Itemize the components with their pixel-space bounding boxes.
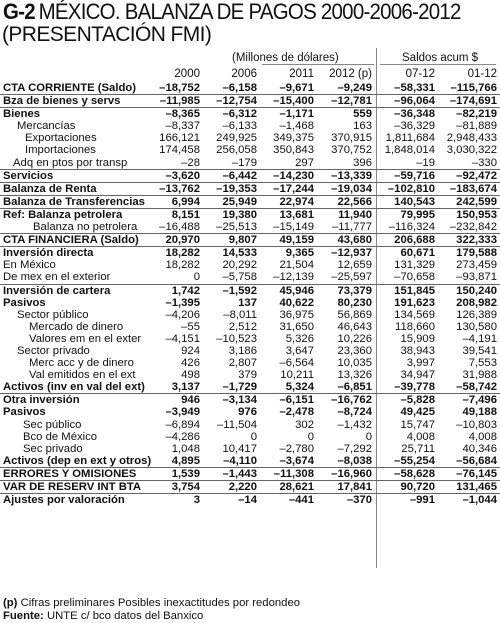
cell-value: 14,533 [222,247,257,260]
header-rule-saldos [380,64,496,65]
table-row [0,132,500,144]
cell-value: 7,553 [468,357,497,370]
cell-value: 426 [181,357,200,370]
cell-value: –7,292 [337,442,372,455]
cell-value: –12,139 [273,271,314,284]
cell-value: –39,778 [394,381,435,394]
cell-value: –14 [238,494,257,507]
cell-value: 0 [250,430,257,443]
cell-value: 10,035 [337,357,372,370]
table-row [0,271,500,283]
cell-value: –4,206 [165,308,200,321]
cell-value: 15,747 [400,418,435,431]
cell-value: –2,478 [279,406,314,419]
cell-value: 3,647 [285,344,314,357]
cell-value: 20,970 [165,234,200,247]
cell-value: 49,159 [279,234,314,247]
row-label: CTA FINANCIERA (Saldo) [3,234,139,247]
table-row [0,369,500,381]
cell-value: 9,807 [228,234,257,247]
row-label: Mercancías [17,120,76,133]
cell-value: 349,375 [273,132,314,145]
table-row [0,169,500,182]
table-row [0,393,500,406]
cell-value: –58,742 [456,381,497,394]
cell-value: 2,807 [228,357,257,370]
cell-value: 140,543 [394,195,435,208]
cell-value: 40,346 [462,442,497,455]
cell-value: –11,308 [273,467,314,480]
cell-value: 256,058 [216,144,257,157]
cell-value: 379 [238,369,257,382]
row-label: Inversión de cartera [3,284,111,297]
row-label: Mercado de dinero [29,320,124,333]
cell-value: 559 [353,108,372,121]
table-row [0,107,500,120]
table-row [0,455,500,467]
cell-value: –13,339 [331,169,372,182]
table-row [0,284,500,297]
table-row [0,309,500,321]
row-label: Sector privado [17,344,90,357]
cell-value: –3,620 [165,169,200,182]
cell-value: –93,871 [456,271,497,284]
cell-value: 34,947 [400,369,435,382]
cell-value: –36,329 [394,120,435,133]
cell-value: 18,282 [165,259,200,272]
cell-value: –6,133 [222,120,257,133]
row-label: Inversión directa [3,247,94,260]
table-row [0,357,500,369]
cell-value: 2,948,433 [446,132,497,145]
cell-value: –4,191 [462,332,497,345]
cell-value: –441 [288,494,314,507]
cell-value: –16,488 [159,221,200,234]
cell-value: –116,324 [388,221,435,234]
cell-value: 118,660 [395,320,435,333]
cell-value: –14,230 [273,169,314,182]
cell-value: –81,889 [456,120,497,133]
cell-value: 150,953 [456,208,497,221]
row-label: Ref: Balanza petrolera [3,208,123,221]
cell-value: 79,995 [400,208,435,221]
row-label: Sector público [17,308,89,321]
cell-value: –4,110 [223,454,257,467]
cell-value: 0 [193,271,200,284]
cell-value: 2,512 [228,320,257,333]
cell-value: –96,064 [394,95,435,108]
title-text: MÉXICO. BALANZA DE PAGOS 2000-2006-2012 [38,0,461,24]
row-label: Balanza de Renta [3,182,97,195]
cell-value: 13,326 [337,369,372,382]
row-label: Bco de México [23,430,98,443]
table-row [0,480,500,493]
cell-value: –6,442 [222,169,257,182]
cell-value: 208,982 [456,296,497,309]
cell-value: –18,752 [159,82,200,94]
row-label: Val emitidos en el ext [29,369,136,382]
cell-value: –56,684 [456,454,497,467]
cell-value: –370 [346,494,372,507]
cell-value: –1,443 [222,467,257,480]
cell-value: 17,841 [337,481,372,493]
cell-value: 21,504 [279,259,314,272]
cell-value: –6,312 [222,108,257,121]
row-label: VAR DE RESERV INT BTA [3,481,142,493]
table-row [0,345,500,357]
cell-value: 130,580 [456,320,497,333]
year-header: 07-12 [405,68,435,80]
cell-value: 23,360 [337,344,372,357]
cell-value: –3,674 [279,454,314,467]
cell-value: 73,379 [337,284,372,297]
cell-value: 4,895 [171,454,200,467]
cell-value: –8,337 [165,120,200,133]
cell-value: –1,468 [279,120,314,133]
footnote [3,597,300,609]
cell-value: 273,459 [456,259,497,272]
cell-value: 10,417 [222,442,257,455]
cell-value: 350,843 [273,144,314,157]
cell-value: 126,389 [456,308,497,321]
cell-value: 25,711 [401,442,435,455]
table-row [0,157,500,169]
cell-value: –11,777 [332,221,372,234]
cell-value: –10,803 [456,418,497,431]
table-row [0,493,500,506]
cell-value: 370,915 [331,132,372,145]
row-label: Balanza no petrolera [33,221,138,234]
cell-value: 137 [238,296,257,309]
cell-value: –19,353 [216,182,257,195]
cell-value: 10,226 [337,332,372,345]
table-row [0,120,500,132]
cell-value: 56,869 [337,308,372,321]
cell-value: 297 [295,156,314,169]
cell-value: –9,249 [337,82,372,94]
cell-value: 1,811,684 [385,132,435,145]
cell-value: –12,937 [331,247,372,260]
source-text: UNTE c/ bco datos del Banxico [46,610,204,622]
cell-value: 3 [193,494,200,507]
table-row [0,333,500,345]
row-label: Bza de bienes y servs [3,95,121,108]
cell-value: 49,188 [462,406,497,419]
cell-value: –102,810 [387,182,435,195]
cell-value: 191,623 [394,296,435,309]
cell-value: 0 [365,430,372,443]
cell-value: 8,151 [171,208,200,221]
cell-value: 5,324 [285,381,314,394]
cell-value: –3,134 [222,394,257,407]
cell-value: 163 [353,120,372,133]
cell-value: 498 [181,369,200,382]
cell-value: –11,985 [159,95,200,108]
cell-value: –12,781 [331,95,372,108]
row-label: Balanza de Transferencias [3,195,145,208]
header-rule-millones [262,64,374,65]
cell-value: 10,211 [280,369,314,382]
cell-value: 31,988 [462,369,497,382]
cell-value: 174,458 [159,144,200,157]
cell-value: –183,674 [449,182,497,195]
table-row [0,233,500,246]
cell-value: 3,030,322 [446,144,497,157]
cell-value: –76,145 [456,467,497,480]
footnote-text: Cifras preliminares Posibles inexactitudes por redondeo [20,597,301,609]
row-label: Sec público [23,418,82,431]
cell-value: 242,599 [456,195,497,208]
cell-value: –19,034 [331,182,372,195]
year-header: 2011 [289,68,314,80]
table-row [0,443,500,455]
cell-value: 924 [181,344,200,357]
cell-value: 22,974 [279,195,314,208]
cell-value: 370,752 [331,144,372,157]
cell-value: 1,539 [171,467,200,480]
cell-value: –25,513 [216,221,257,234]
cell-value: 131,465 [456,481,497,493]
cell-value: –16,762 [331,394,372,407]
cell-value: 206,688 [394,234,435,247]
cell-value: 396 [353,156,372,169]
row-label: Sec privado [23,442,83,455]
cell-value: 1,742 [171,284,200,297]
cell-value: 43,680 [337,234,372,247]
page-subtitle: (PRESENTACIÓN FMI) [2,23,212,46]
cell-value: –115,766 [450,82,497,94]
cell-value: –59,716 [394,169,435,182]
row-label: Activos (inv en val del ext) [3,381,145,394]
cell-value: –9,671 [279,82,314,94]
cell-value: 12,659 [337,259,372,272]
cell-value: –991 [409,494,435,507]
cell-value: –5,758 [222,271,257,284]
cell-value: 134,569 [394,308,435,321]
cell-value: –17,244 [273,182,314,195]
cell-value: 6,994 [171,195,200,208]
row-label: Importaciones [25,144,96,157]
row-label: De mex en el exterior [3,271,111,284]
table-row [0,419,500,431]
cell-value: –1,729 [222,381,257,394]
cell-value: –6,894 [165,418,200,431]
cell-value: 15,909 [400,332,435,345]
row-label: En México [3,259,56,272]
cell-value: –179 [231,156,257,169]
cell-value: –19 [416,156,435,169]
cell-value: –8,038 [337,454,372,467]
table-row [0,297,500,309]
cell-value: 1,848,014 [384,144,435,157]
cell-value: 4,008 [406,430,435,443]
row-label: ERRORES Y OMISIONES [3,467,137,480]
row-label: Activos (dep en ext y otros) [3,454,152,467]
cell-value: –16,960 [331,467,372,480]
cell-value: –55,254 [394,454,435,467]
cell-value: –82,219 [456,108,497,121]
cell-value: –11,504 [217,418,257,431]
cell-value: 976 [238,406,257,419]
cell-value: 90,720 [400,481,435,493]
cell-value: –70,658 [394,271,435,284]
cell-value: 28,621 [279,481,314,493]
cell-value: –28 [181,156,200,169]
cell-value: 0 [307,430,314,443]
table-row [0,208,500,221]
cell-value: –92,472 [456,169,497,182]
table-row [0,321,500,333]
cell-value: –6,151 [279,394,314,407]
cell-value: –8,011 [223,308,257,321]
cell-value: 45,946 [279,284,314,297]
table-row [0,431,500,443]
cell-value: 322,333 [456,234,497,247]
table-row [0,467,500,480]
cell-value: –8,365 [165,108,200,121]
header-millones: (Millones de dólares) [232,52,339,64]
table-row [0,246,500,259]
cell-value: 49,425 [400,406,435,419]
year-header: 2012 (p) [329,68,372,80]
cell-value: –25,597 [331,271,372,284]
cell-value: –5,828 [400,394,435,407]
source-label: Fuente: [3,610,44,622]
cell-value: 38,943 [400,344,435,357]
cell-value: 151,845 [394,284,435,297]
cell-value: –3,949 [165,406,200,419]
cell-value: –55 [181,320,200,333]
cell-value: 3,137 [171,381,200,394]
row-label: Pasivos [3,296,46,309]
cell-value: 80,230 [337,296,372,309]
cell-value: –1,171 [279,108,314,121]
table-row [0,144,500,156]
cell-value: 20,292 [222,259,257,272]
year-header: 2000 [174,68,200,80]
cell-value: 11,940 [338,208,372,221]
table-row [0,221,500,233]
year-header: 2006 [231,68,257,80]
cell-value: 18,282 [165,247,200,260]
cell-value: 13,681 [279,208,314,221]
cell-value: 131,329 [394,259,435,272]
cell-value: –12,754 [216,95,257,108]
cell-value: –1,395 [165,296,200,309]
cell-value: 179,588 [456,247,497,260]
cell-value: –13,762 [159,182,200,195]
cell-value: –58,331 [394,82,435,94]
cell-value: –7,496 [462,394,497,407]
cell-value: –4,151 [165,332,200,345]
row-label: Otra inversión [3,394,80,407]
table-row [0,195,500,208]
cell-value: –15,400 [273,95,314,108]
page-title [3,1,462,23]
row-label: Ajustes por valoración [3,494,125,507]
row-label: Servicios [3,169,54,182]
cell-value: 3,754 [171,481,200,493]
cell-value: 39,541 [462,344,497,357]
cell-value: 5,326 [285,332,314,345]
cell-value: –174,691 [449,95,497,108]
cell-value: 150,240 [456,284,497,297]
row-label: Pasivos [3,406,46,419]
cell-value: 2,220 [228,481,257,493]
footnote-mark: (p) [3,597,18,609]
cell-value: 31,650 [279,320,314,333]
cell-value: –1,432 [337,418,372,431]
cell-value: 46,643 [337,320,372,333]
cell-value: 25,949 [222,195,257,208]
cell-value: 19,380 [222,208,257,221]
cell-value: 946 [181,394,200,407]
cell-value: –36,348 [394,108,435,121]
row-label: Valores em en el exter [29,332,142,345]
cell-value: –6,564 [279,357,314,370]
row-label: Bienes [3,108,41,121]
cell-value: –6,851 [337,381,372,394]
cell-value: –10,523 [216,332,257,345]
cell-value: –8,724 [337,406,372,419]
table-row [0,381,500,393]
cell-value: 166,121 [159,132,200,145]
cell-value: –6,158 [222,82,257,94]
cell-value: –232,842 [449,221,497,234]
cell-value: –15,149 [273,221,314,234]
cell-value: –2,780 [279,442,314,455]
cell-value: 1,048 [171,442,200,455]
table-row [0,94,500,107]
cell-value: 3,186 [228,344,257,357]
cell-value: 4,008 [468,430,497,443]
row-label: Merc acc y de dinero [29,357,134,370]
row-label: CTA CORRIENTE (Saldo) [3,82,137,94]
header-saldos: Saldos acum $ [402,52,479,64]
cell-value: –58,628 [394,467,435,480]
cell-value: 249,925 [216,132,257,145]
cell-value: 40,622 [279,296,314,309]
cell-value: –1,592 [222,284,257,297]
cell-value: 22,566 [337,195,372,208]
cell-value: 60,671 [400,247,435,260]
balance-table [0,82,500,506]
row-label: Exportaciones [25,132,97,145]
table-row [0,406,500,418]
cell-value: –330 [471,156,497,169]
table-row [0,259,500,271]
cell-value: 9,365 [285,247,314,260]
source-line [3,610,203,622]
table-row [0,82,500,94]
year-header: 01-12 [467,68,497,80]
cell-value: 3,997 [406,357,435,370]
cell-value: –1,044 [462,494,497,507]
cell-value: 302 [295,418,314,431]
table-row [0,182,500,195]
row-label: Adq en ptos por transp [13,156,128,169]
title-code: G-2 [3,0,35,24]
cell-value: –4,286 [165,430,200,443]
cell-value: 36,975 [279,308,314,321]
